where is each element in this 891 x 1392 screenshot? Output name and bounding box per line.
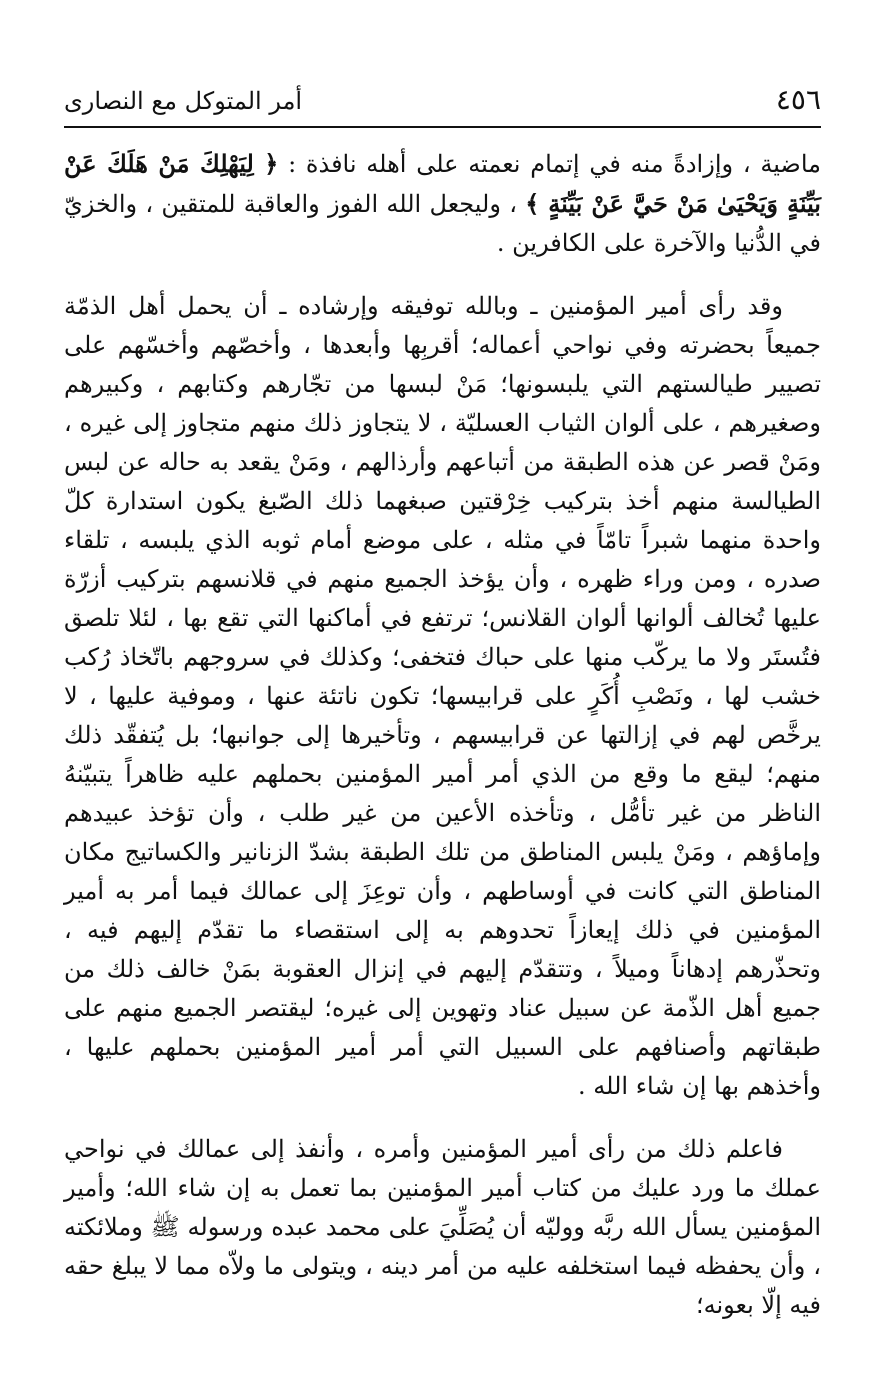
paragraph-1-intro: ماضية ، وإزادةً منه في إتمام نعمته على أهله نافذة :	[288, 150, 821, 178]
page-number: ٤٥٦	[775, 83, 821, 116]
paragraph-3: فاعلم ذلك من رأى أمير المؤمنين وأمره ، وأنفذ إلى عمالك في نواحي عملك ما ورد عليك من كتاب أمير المؤمنين بما تعمل به إن شاء الله؛ وأمير المؤمنين يسأل الله ربَّه ووليّه أن يُصَلِّيَ على محمد عبده ورسوله ﷺ وملائكته ، وأن يحفظه فيما استخلفه عليه من أمر دينه ، ويتولى ما ولاّه مما لا يبلغ حقه فيه إلّا بعونه؛	[64, 1135, 821, 1319]
paragraph-1-continuation: ، وليجعل الله الفوز والعاقبة للمتقين ، والخزيّ في الدُّنيا والآخرة على الكافرين .	[64, 190, 821, 257]
running-title: أمر المتوكل مع النصارى	[64, 87, 303, 115]
page-header	[64, 84, 821, 122]
body-text	[64, 144, 821, 1325]
header-divider	[64, 126, 821, 128]
quran-verse: ﴿ لِيَهْلِكَ مَنْ هَلَكَ عَنْ بَيِّنَةٍ وَيَحْيَىٰ مَنْ حَيَّ عَنْ بَيِّنَةٍ ﴾	[64, 149, 821, 218]
paragraph-1	[64, 144, 821, 263]
paragraph-2: وقد رأى أمير المؤمنين ـ وبالله توفيقه وإرشاده ـ أن يحمل أهل الذمّة جميعاً بحضرته وفي نواحي أعماله؛ أقربِها وأبعدها ، وأخصّهم وأخسّهم على تصيير طيالستهم التي يلبسونها؛ مَنْ لبسها من تجّارهم وكتابهم ، وكبيرهم وصغيرهم ، على ألوان الثياب العسليّة ، لا يتجاوز ذلك منهم متجاوز إلى غيره ، ومَنْ قصر عن هذه الطبقة من أتباعهم وأرذالهم ، ومَنْ يقعد به حاله عن لبس الطيالسة منهم أخذ بتركيب خِرْقتين صبغهما ذلك الصّبغ يكون استدارة كلّ واحدة منهما شبراً تامّاً في مثله ، على موضع أمام ثوبه الذي يلبسه ، تلقاء صدره ، ومن وراء ظهره ، وأن يؤخذ الجميع منهم في قلانسهم بتركيب أزرّة عليها تُخالف ألوانها ألوان القلانس؛ ترتفع في أماكنها التي تقع بها ، لئلا تلصق فتُستَر ولا ما يركّب منها على حباك فتخفى؛ وكذلك في سروجهم باتّخاذ رُكب خشب لها ، ونَصْبِ أُكَرٍ على قرابيسها؛ تكون ناتئة عنها ، وموفية عليها ، لا يرخَّص لهم في إزالتها عن قرابيسهم ، وتأخيرها إلى جوانبها؛ بل يُتفقّد ذلك منهم؛ ليقع ما وقع من الذي أمر أمير المؤمنين بحملهم عليه ظاهراً يتبيّنهُ الناظر من غير تأمُّل ، وتأخذه الأعين من غير طلب ، وأن تؤخذ عبيدهم وإماؤهم ، ومَنْ يلبس المناطق من تلك الطبقة بشدّ الزنانير والكساتيج مكان المناطق التي كانت في أوساطهم ، وأن توعِزَ إلى عمالك فيما أمر به أمير المؤمنين في ذلك إيعازاً تحدوهم به إلى استقصاء ما تقدّم إليهم فيه ، وتحذّرهم إدهاناً وميلاً ، وتتقدّم إليهم في إنزال العقوبة بمَنْ خالف ذلك من جميع أهل الذّمة عن سبيل عناد وتهوين إلى غيره؛ ليقتصر الجميع منهم على طبقاتهم وأصنافهم على السبيل التي أمر أمير المؤمنين بحملهم عليها ، وأخذهم بها إن شاء الله .	[64, 292, 822, 1100]
